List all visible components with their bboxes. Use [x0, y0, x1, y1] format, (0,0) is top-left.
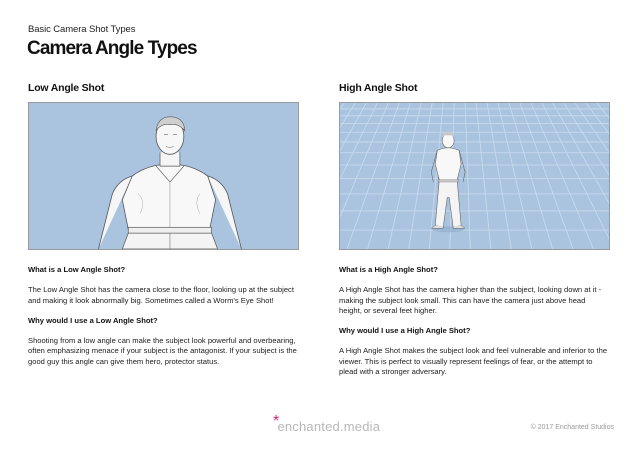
low-angle-question-2: Why would I use a Low Angle Shot?	[28, 315, 158, 325]
logo-text: enchanted.media	[277, 419, 381, 434]
low-angle-answer-1: The Low Angle Shot has the camera close to the floor, looking up at the subject and making it look abnormally big. Sometimes called a Worm's Eye Shot!	[28, 285, 294, 305]
low-angle-description	[28, 265, 299, 367]
low-angle-answer-2: Shooting from a low angle can make the subject look powerful and overbearing, often emphasizing menace if your subject is the antagonist. If your subject is the good guy this angle can give them hero, protector status.	[28, 336, 297, 366]
low-angle-illustration	[28, 102, 299, 250]
page-title: Camera Angle Types	[27, 38, 197, 59]
low-angle-heading: Low Angle Shot	[28, 82, 105, 94]
high-angle-question-1: What is a High Angle Shot?	[339, 265, 438, 274]
high-angle-illustration	[339, 102, 610, 250]
high-angle-answer-1: A High Angle Shot has the camera higher than the subject, looking down at it - making the subject look small. This can have the camera just above head height, or several feet higher.	[339, 285, 602, 315]
high-angle-question-2: Why would I use a High Angle Shot?	[339, 326, 471, 336]
copyright-notice: © 2017 Enchanted Studios	[530, 424, 614, 431]
logo-star-icon: *	[273, 413, 280, 430]
low-angle-section	[28, 82, 299, 377]
page-kicker: Basic Camera Shot Types	[28, 24, 136, 35]
high-angle-figure-drawing	[340, 103, 609, 249]
high-angle-description	[339, 265, 610, 377]
high-angle-section	[339, 82, 610, 387]
enchanted-media-logo	[273, 413, 381, 436]
low-angle-question-1: What is a Low Angle Shot?	[28, 265, 126, 274]
high-angle-answer-2: A High Angle Shot makes the subject look and feel vulnerable and inferior to the viewer. This is perfect to visually represent feelings of fear, or the attempt to plead with a stronger adversary.	[339, 346, 608, 377]
low-angle-figure-drawing	[29, 103, 298, 249]
high-angle-heading: High Angle Shot	[339, 82, 418, 94]
